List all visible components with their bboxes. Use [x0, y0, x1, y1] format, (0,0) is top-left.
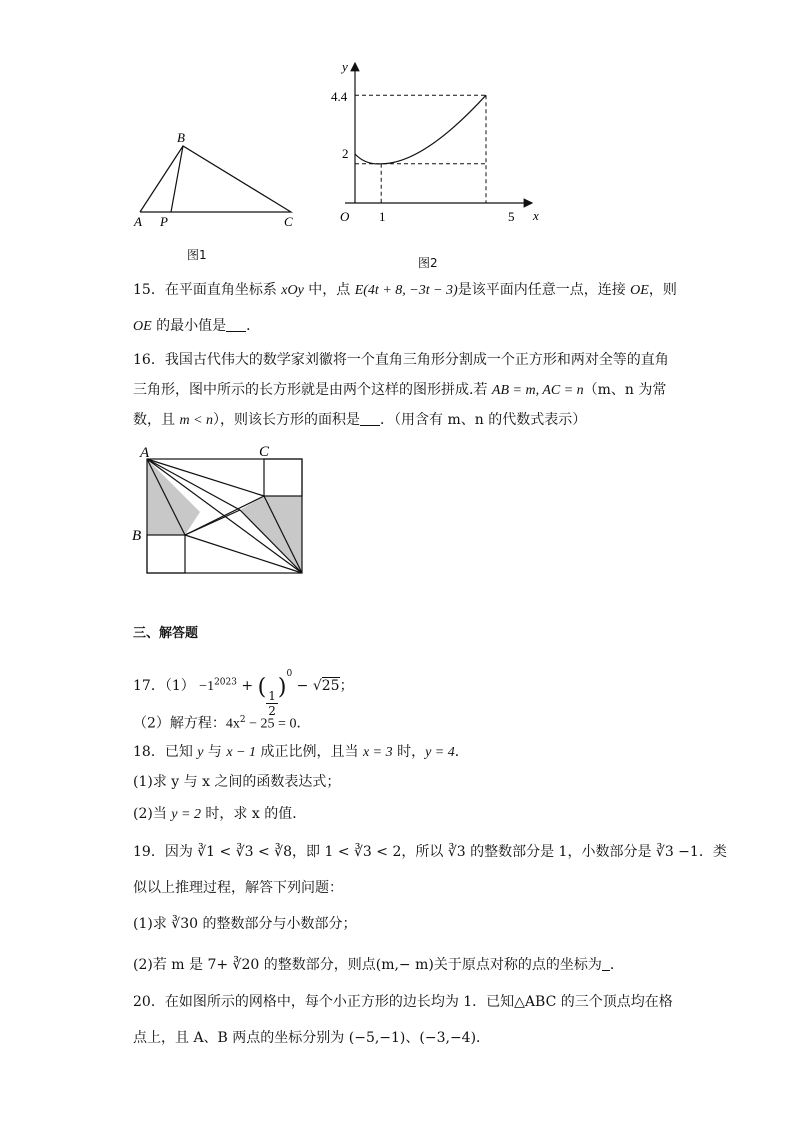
question-17-part-1: 17．$(1) -1^{2023}$ + ( $\frac{1}{2}$ )$^0$ − √25；	[133, 669, 354, 718]
question-20-line-1: 20．在如图所示的网格中，每个小正方形的边长均为 1．已知△ABC 的三个顶点均在格	[133, 994, 673, 1010]
x-tick-5: 5	[508, 209, 515, 224]
label-a: A	[140, 445, 150, 461]
question-20-line-2: 点上，且 A、B 两点的坐标分别为 (−5,−1)、(−3,−4)．	[133, 1030, 491, 1046]
curve	[355, 95, 486, 164]
question-16-line-3: 数，且 m < n），则该长方形的面积是 ．（用含有 m、n 的代数式表示）	[133, 412, 587, 428]
question-15-line-2: OE 的最小值是 ．	[133, 318, 261, 334]
square-bottom-left	[147, 535, 185, 573]
label-p: P	[160, 214, 168, 229]
answer-blank[interactable]	[226, 317, 246, 332]
figure-2-caption: 图2	[418, 256, 438, 270]
triangle-outline	[140, 146, 291, 212]
label-c: C	[259, 444, 270, 460]
figure-1-caption: 图1	[187, 248, 207, 262]
question-16-line-2: 三角形，图中所示的长方形就是由两个这样的图形拼成.若 AB = m, AC = n（m、n 为常	[133, 382, 667, 398]
y-axis-label: y	[342, 59, 348, 74]
x-tick-1: 1	[379, 209, 386, 224]
x-axis-label: x	[533, 208, 539, 223]
question-19-line-1: 19．因为 ∛1 < ∛3 < ∛8，即 1 < ∛3 < 2，所以 ∛3 的整数部分是 1，小数部分是 ∛3 −1．类	[133, 844, 727, 860]
question-18-line-1: 18．已知 y 与 x − 1 成正比例，且当 x = 3 时，y = 4．	[133, 744, 469, 760]
question-19-line-3: (1)求 ∛30 的整数部分与小数部分；	[133, 916, 357, 932]
label-b: B	[177, 130, 185, 145]
origin-label: O	[340, 209, 350, 224]
question-18-line-2: (1)求 y 与 x 之间的函数表达式；	[133, 774, 341, 790]
label-b: B	[132, 528, 142, 544]
square-top-right	[264, 459, 302, 496]
answer-blank[interactable]	[602, 956, 610, 971]
question-17-part-2: （2）解方程：$4x^2 - 25 = 0$．	[133, 715, 311, 732]
answer-blank[interactable]	[360, 411, 380, 426]
section-heading: 三、解答题	[133, 626, 199, 641]
question-19-line-2: 似以上推理过程，解答下列问题：	[133, 880, 343, 896]
label-c: C	[284, 214, 293, 229]
y-tick-2: 2	[342, 146, 349, 161]
figure-1-triangle	[128, 128, 308, 233]
question-16-line-1: 16．我国古代伟大的数学家刘徽将一个直角三角形分割成一个正方形和两对全等的直角	[133, 352, 669, 368]
question-19-line-4: (2)若 m 是 7+ ∛20 的整数部分，则点(m,− m)关于原点对称的点的坐标为 ．	[133, 957, 624, 973]
question-18-line-3: (2)当 y = 2 时，求 x 的值．	[133, 806, 307, 822]
y-tick-4-4: 4.4	[331, 89, 348, 104]
figure-16-rectangle	[130, 440, 310, 580]
question-15-line-1: 15．在平面直角坐标系 xOy 中，点 E(4t + 8, −3t − 3)是该平面内任意一点，连接 OE，则	[133, 282, 677, 298]
figure-2-graph	[330, 55, 550, 235]
label-a: A	[134, 214, 142, 229]
